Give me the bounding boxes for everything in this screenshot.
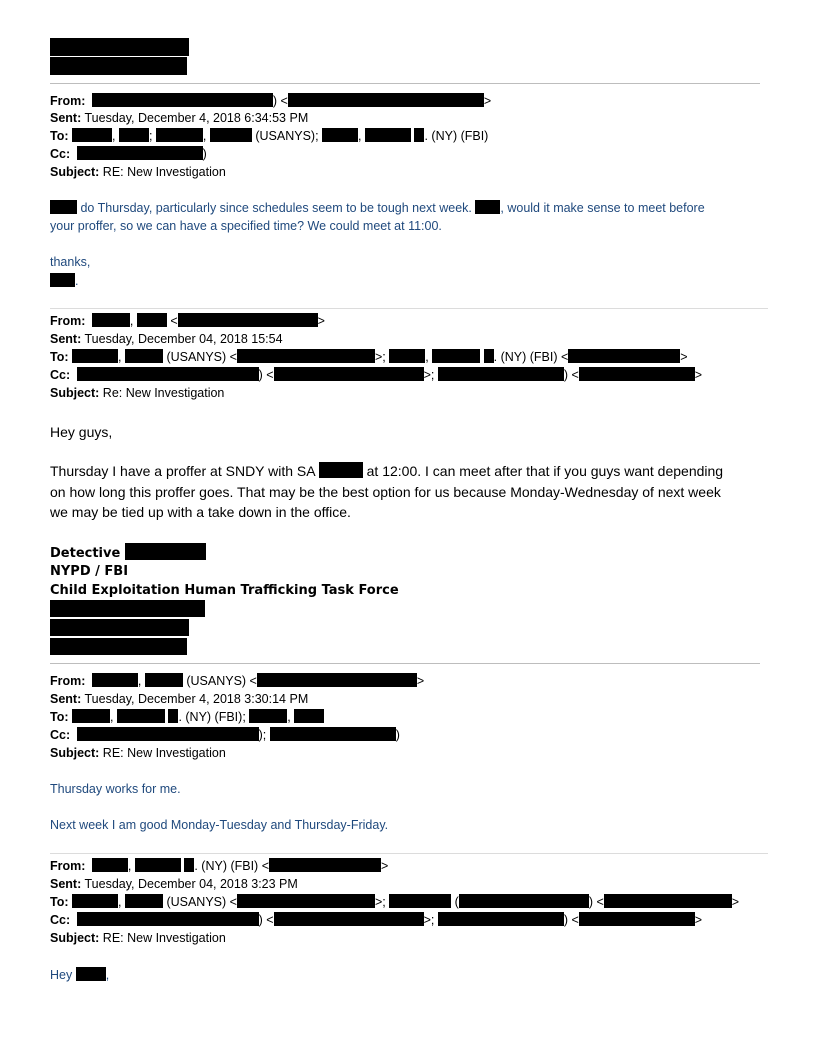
subject-value: RE: New Investigation [102, 165, 226, 179]
redaction-block [389, 894, 451, 908]
redaction-block [72, 709, 110, 723]
sent-label: Sent: [50, 111, 82, 125]
email2-to-line: To: , (USANYS) < >; , . (NY) (FBI) < > [50, 350, 688, 364]
redaction-block [604, 894, 732, 908]
redaction-block [438, 367, 564, 381]
email3-from-line: From: , (USANYS) < > [50, 674, 425, 688]
redaction-block [274, 912, 424, 926]
redaction-block [178, 313, 318, 327]
redaction-block [72, 128, 112, 142]
redaction-block [119, 128, 149, 142]
redaction-block [156, 128, 203, 142]
redaction-block [475, 200, 500, 214]
email1-signoff: . [50, 273, 78, 289]
redaction-block [50, 200, 77, 214]
separator-rule [50, 308, 768, 309]
redaction-block [125, 894, 163, 908]
email4-greeting: Hey , [50, 968, 110, 982]
separator-rule [50, 663, 760, 664]
redaction-block [72, 894, 118, 908]
email3-body-line1: Thursday works for me. [50, 782, 181, 796]
email3-to-line: To: , . (NY) (FBI); , [50, 709, 324, 725]
cc-label: Cc: [50, 147, 71, 161]
email2-sent-line: Sent: Tuesday, December 04, 2018 15:54 [50, 332, 283, 346]
redaction-block [50, 273, 75, 287]
redaction-block [92, 93, 273, 107]
redaction-block [484, 349, 494, 363]
separator-rule [50, 853, 768, 854]
redaction-block [270, 727, 396, 741]
redaction-block [568, 349, 680, 363]
from-end: > [483, 94, 492, 108]
redaction-block [269, 858, 381, 872]
redaction-block [319, 462, 363, 478]
redaction-block [237, 349, 375, 363]
redaction-block [365, 128, 411, 142]
subject-label: Subject: [50, 165, 100, 179]
redaction-block [50, 38, 189, 56]
redaction-block [288, 93, 484, 107]
redaction-block [50, 638, 187, 655]
email1-to-line: To: , ; , (USANYS); , . (NY) (FBI) [50, 129, 489, 143]
email4-from-line: From: , . (NY) (FBI) < > [50, 859, 389, 873]
redaction-block [168, 709, 178, 723]
email4-subject-line: Subject: RE: New Investigation [50, 931, 226, 945]
email1-subject-line [50, 164, 226, 180]
redaction-block [137, 313, 167, 327]
redaction-block [50, 600, 205, 617]
redaction-block [274, 367, 424, 381]
redaction-block [50, 619, 189, 636]
redaction-block [322, 128, 358, 142]
redaction-block [257, 673, 417, 687]
redaction-block [184, 858, 194, 872]
email3-body-line2: Next week I am good Monday-Tuesday and Thursday-Friday. [50, 818, 389, 832]
redaction-block [579, 367, 695, 381]
email3-cc-line: Cc: ); ) [50, 728, 400, 742]
sent-value: Tuesday, December 4, 2018 6:34:53 PM [84, 111, 309, 125]
redaction-block [438, 912, 564, 926]
redaction-block [50, 57, 187, 75]
email1-from-line: From: ) < > [50, 94, 492, 108]
email1-thanks: thanks, [50, 255, 91, 269]
redaction-block [145, 673, 183, 687]
redaction-block [77, 912, 259, 926]
email2-paragraph: Thursday I have a proffer at SNDY with SA at 12:00. I can meet after that if you guys want depending on how long this proffer goes. That may be the best option for us because Monday-Wednesday of next week we may be tied up with a take down in the office. [50, 463, 724, 520]
email3-sent-line: Sent: Tuesday, December 4, 2018 3:30:14 PM [50, 692, 309, 706]
signature-title: Detective [50, 543, 206, 563]
redaction-block [77, 727, 259, 741]
email1-cc-line: Cc: ) [50, 147, 207, 161]
redaction-block [125, 349, 163, 363]
redaction-block [294, 709, 324, 723]
email1-sent-line [50, 110, 308, 126]
separator-rule [50, 83, 760, 84]
to-label: To: [50, 129, 69, 143]
email2-greeting: Hey guys, [50, 424, 113, 440]
redaction-block [77, 146, 203, 160]
redaction-block [135, 858, 181, 872]
redaction-block [414, 128, 424, 142]
email2-cc-line: Cc: ) < >; ) < > [50, 368, 703, 382]
email3-subject-line: Subject: RE: New Investigation [50, 746, 226, 760]
redaction-block [432, 349, 480, 363]
email1-body-line1: do Thursday, particularly since schedules seem to be tough next week. , would it make sense to meet before [50, 200, 705, 216]
redaction-block [92, 858, 128, 872]
email4-sent-line: Sent: Tuesday, December 04, 2018 3:23 PM [50, 877, 298, 891]
redaction-block [210, 128, 252, 142]
redaction-block [92, 673, 138, 687]
from-label: From: [50, 94, 86, 108]
redaction-block [72, 349, 118, 363]
redaction-block [249, 709, 287, 723]
redaction-block [92, 313, 130, 327]
email2-from-line: From: , < > [50, 314, 325, 328]
redaction-block [237, 894, 375, 908]
email4-to-line: To: , (USANYS) < >; ( ) < > [50, 895, 740, 909]
signature-unit: Child Exploitation Human Trafficking Task Force [50, 583, 399, 598]
redaction-block [76, 967, 106, 981]
signature-agency: NYPD / FBI [50, 564, 129, 579]
email1-body-line2: your proffer, so we can have a specified time? We could meet at 11:00. [50, 219, 442, 233]
redaction-block [579, 912, 695, 926]
redaction-block [459, 894, 589, 908]
email2-subject-line: Subject: Re: New Investigation [50, 386, 225, 400]
email4-cc-line: Cc: ) < >; ) < > [50, 913, 703, 927]
redaction-block [125, 543, 206, 560]
redaction-block [389, 349, 425, 363]
redaction-block [77, 367, 259, 381]
redaction-block [117, 709, 165, 723]
